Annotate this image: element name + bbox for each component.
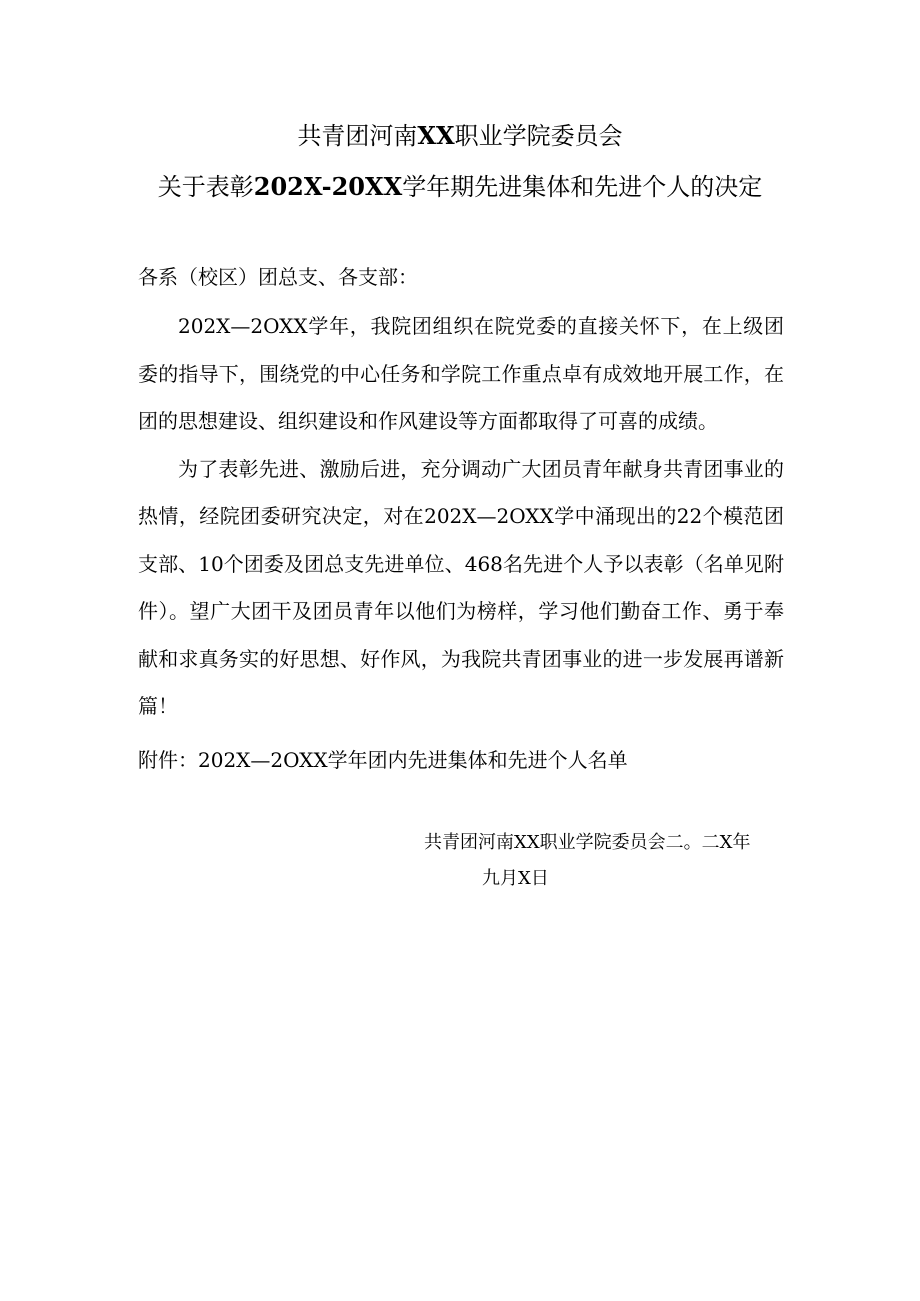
- paragraph-2: 为了表彰先进、激励后进，充分调动广大团员青年献身共青团事业的热情，经院团委研究决定，对在202X—2OXX学中涌现出的22个模范团支部、10个团委及团总支先进单位、468名先进个人予以表彰（名单见附件）。望广大团干及团员青年以他们为榜样，学习他们勤奋工作、勇于奉献和求真务实的好思想、好作风，为我院共青团事业的进一步发展再谱新篇！: [138, 456, 784, 718]
- paragraph-1: 202X—2OXX学年，我院团组织在院党委的直接关怀下，在上级团委的指导下，围绕党的中心任务和学院工作重点卓有成效地开展工作，在团的思想建设、组织建设和作风建设等方面都取得了可喜的成绩。: [138, 314, 784, 433]
- salutation: 各系（校区）团总支、各支部：: [138, 265, 418, 289]
- body-text: [138, 303, 784, 731]
- title-line-1: [0, 120, 920, 152]
- signature-date: 九月X日: [482, 868, 549, 889]
- title-line-2-bold: 202X-20XX: [253, 172, 403, 201]
- attachment-note: 附件：202X—2OXX学年团内先进集体和先进个人名单: [138, 748, 628, 772]
- title-line-2: [0, 171, 920, 203]
- title-line-1-suffix: 职业学院委员会: [454, 122, 623, 150]
- title-line-1-bold: XX: [417, 121, 455, 150]
- title-line-2-suffix: 学年期先进集体和先进个人的决定: [402, 173, 763, 201]
- signature-organization: 共青团河南XX职业学院委员会二。二X年: [424, 832, 751, 853]
- title-line-1-prefix: 共青团河南: [297, 122, 418, 150]
- title-line-2-prefix: 关于表彰: [157, 173, 254, 201]
